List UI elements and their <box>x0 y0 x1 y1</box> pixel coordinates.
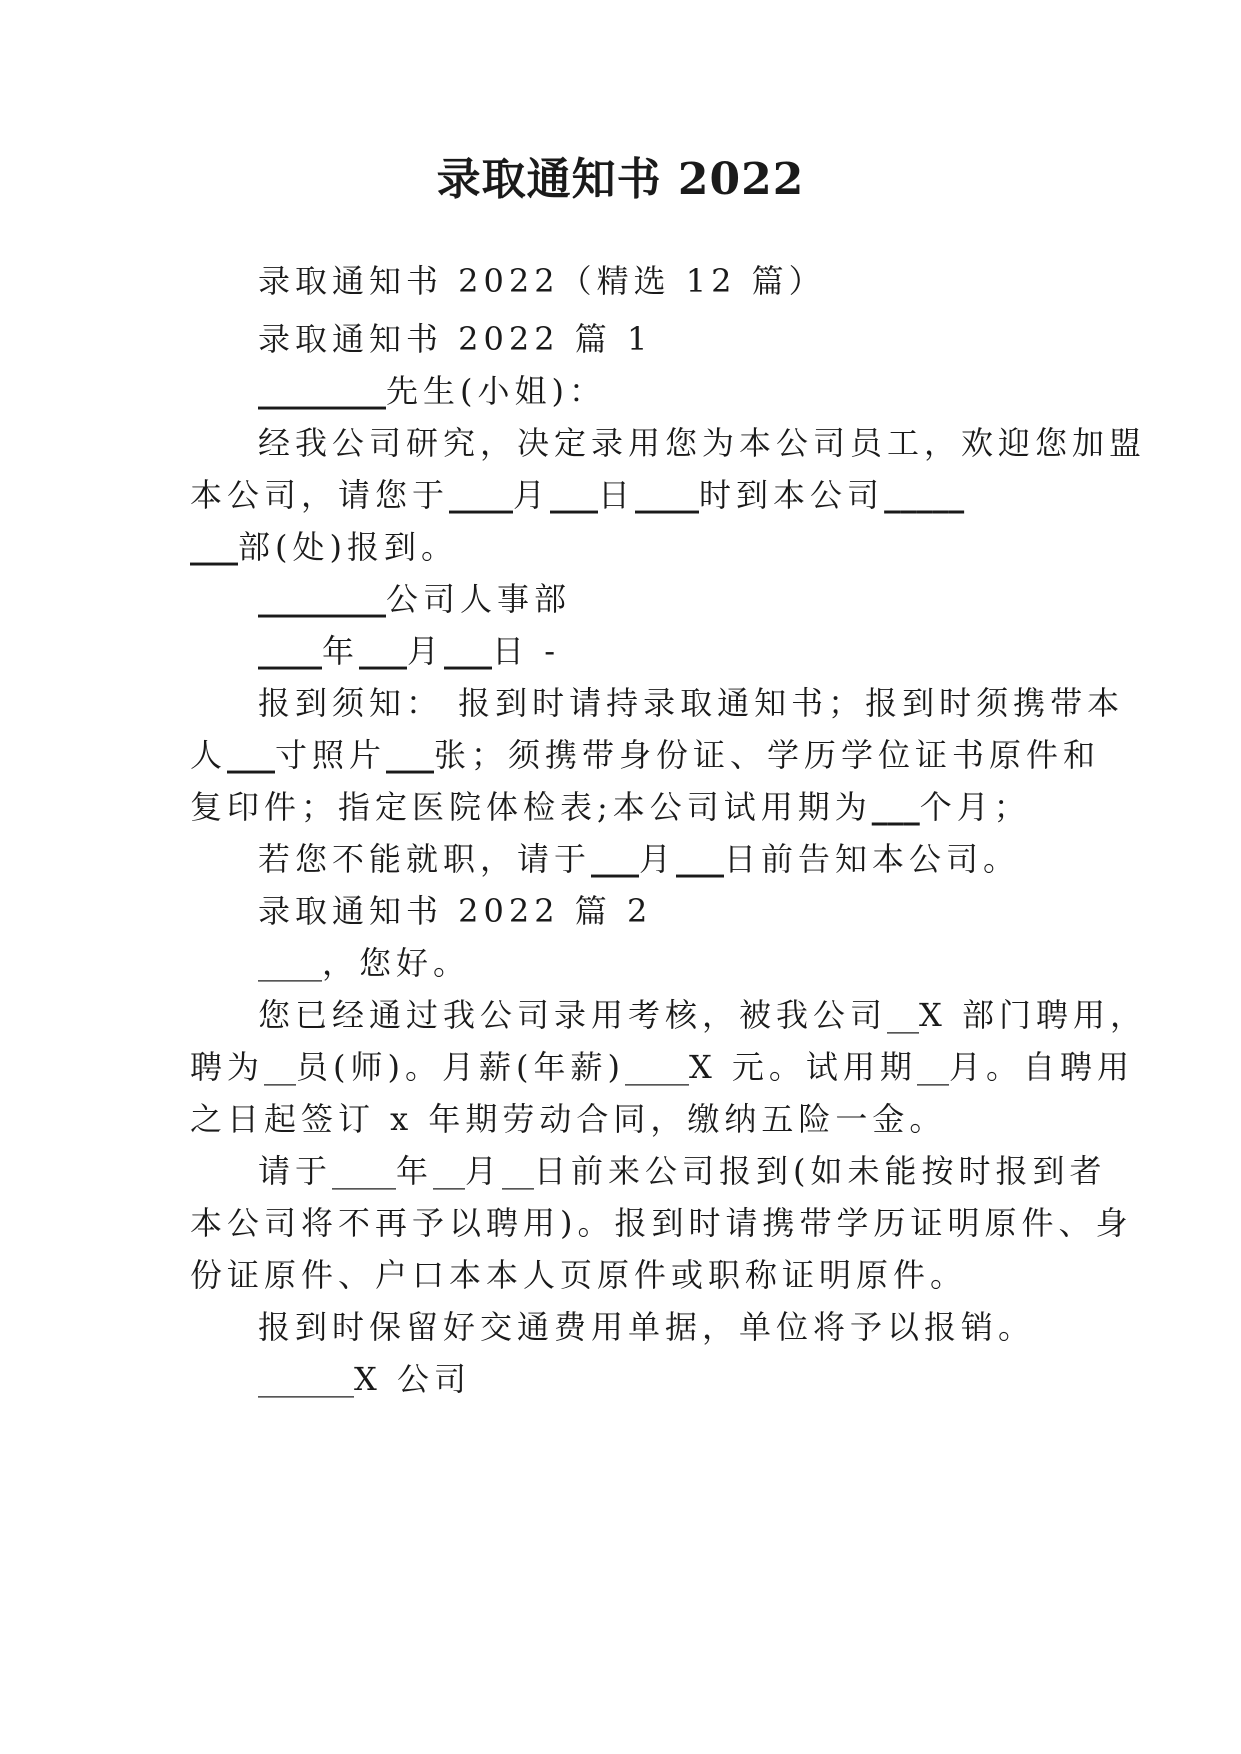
body-paragraph-line: 之日起签订 x 年期劳动合同，缴纳五险一金。 <box>190 1100 947 1138</box>
blank: __ <box>916 1048 949 1086</box>
document-title: 录取通知书 2022 <box>436 154 805 205</box>
body-paragraph-line: 聘为__员(师)。月薪(年薪)____X 元。试用期__月。自聘用 <box>190 1048 1134 1086</box>
signature-company-line: ______X 公司 <box>258 1360 471 1398</box>
notice-line: 复印件；指定医院体检表;本公司试用期为___个月； <box>190 788 1031 826</box>
photo-size-blank: ___ <box>227 736 276 774</box>
company-blank: ______ <box>258 1360 354 1398</box>
notice-line: 报到须知： 报到时请持录取通知书；报到时须携带本 <box>258 684 1125 722</box>
blank: ____ <box>624 1048 689 1086</box>
blank: ____ <box>332 1152 397 1190</box>
salutation-line: ________先生(小姐)： <box>258 372 606 410</box>
day-blank: ___ <box>676 840 725 878</box>
notice-line: 人___寸照片___张；须携带身份证、学历学位证书原件和 <box>190 736 1101 774</box>
signature-company-line: ________公司人事部 <box>258 580 572 618</box>
body-paragraph-line: 经我公司研究，决定录用您为本公司员工，欢迎您加盟 <box>258 424 1147 462</box>
month-blank: ___ <box>591 840 640 878</box>
body-paragraph-line: ___部(处)报到。 <box>190 528 458 566</box>
name-blank: ____ <box>258 944 322 982</box>
probation-blank: ___ <box>871 788 920 826</box>
blank: __ <box>433 1152 466 1190</box>
blank: __ <box>887 996 920 1034</box>
document-subtitle: 录取通知书 2022（精选 12 篇） <box>258 262 826 300</box>
body-paragraph-line: 本公司将不再予以聘用)。报到时请携带学历证明原件、身 <box>190 1204 1133 1242</box>
month-blank: ___ <box>359 632 408 670</box>
year-blank: ____ <box>258 632 322 670</box>
department-blank: _____ <box>884 476 965 514</box>
blank: __ <box>502 1152 535 1190</box>
section-heading-1: 录取通知书 2022 篇 1 <box>258 320 653 358</box>
greeting-line: ____，您好。 <box>258 944 471 982</box>
hour-blank: ____ <box>635 476 700 514</box>
day-blank: ___ <box>550 476 599 514</box>
company-blank: ________ <box>258 580 386 618</box>
section-heading-2: 录取通知书 2022 篇 2 <box>258 892 653 930</box>
body-paragraph-line: 您已经通过我公司录用考核，被我公司__X 部门聘用， <box>258 996 1147 1034</box>
body-paragraph-line: 份证原件、户口本本人页原件或职称证明原件。 <box>190 1256 968 1294</box>
day-blank: ___ <box>444 632 493 670</box>
name-blank: ________ <box>258 372 386 410</box>
body-paragraph-line: 报到时保留好交通费用单据，单位将予以报销。 <box>258 1308 1036 1346</box>
body-paragraph-line: 请于____年__月__日前来公司报到(如未能按时报到者 <box>258 1152 1107 1190</box>
notice-line: 若您不能就职，请于___月___日前告知本公司。 <box>258 840 1021 878</box>
body-paragraph-line: 本公司，请您于____月___日____时到本公司_____ <box>190 476 965 514</box>
blank: __ <box>264 1048 297 1086</box>
department-blank-cont: ___ <box>190 528 238 566</box>
photo-count-blank: ___ <box>386 736 435 774</box>
signature-date-line: ____年___月___日 - <box>258 632 561 670</box>
month-blank: ____ <box>449 476 514 514</box>
